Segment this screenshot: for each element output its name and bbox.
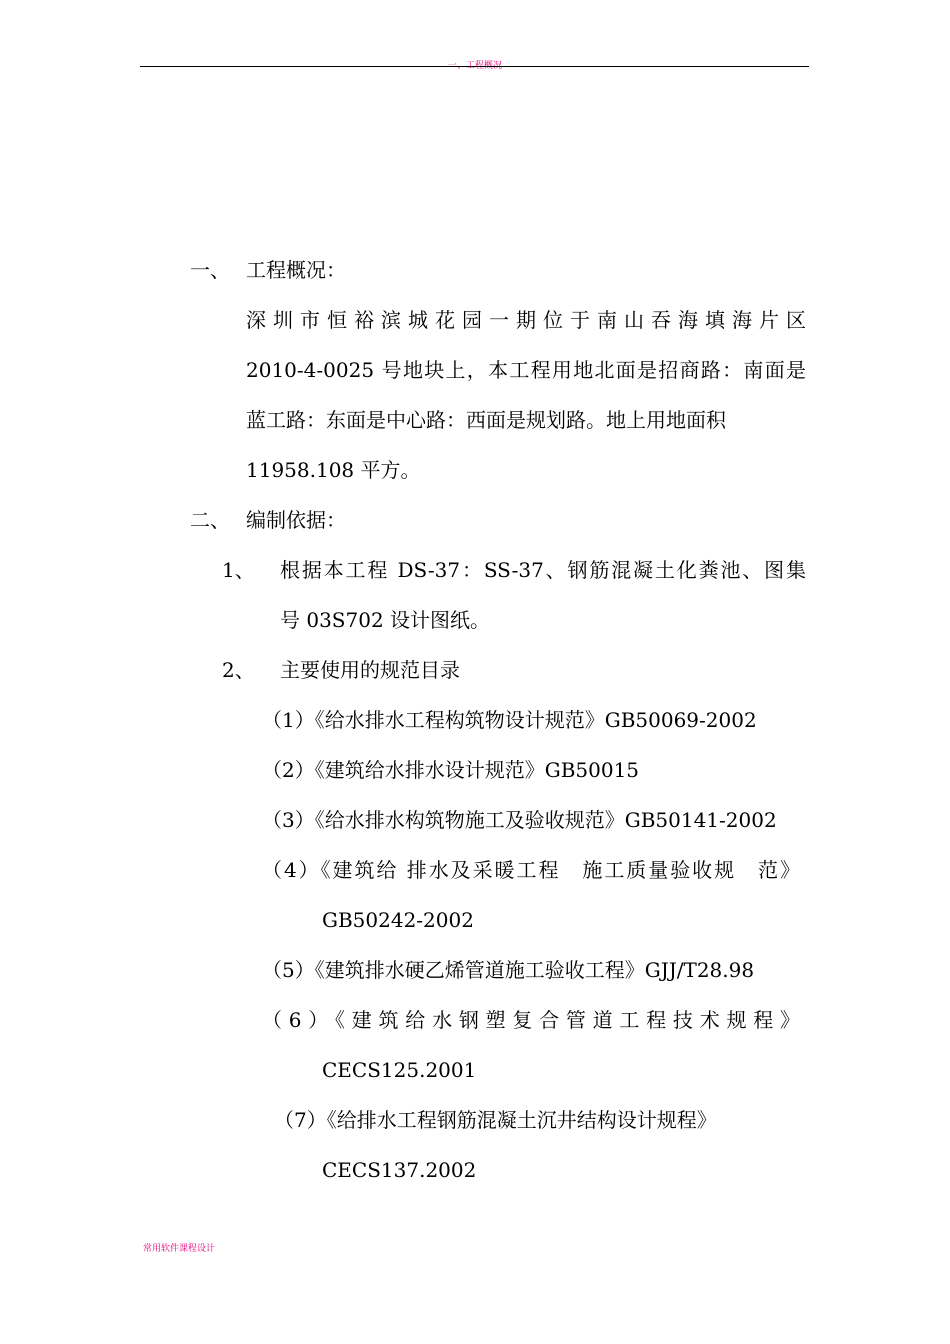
header-rule [140,66,809,67]
spec-line: （6）《建筑给水钢塑复合管道工程技术规程》 [262,1008,800,1032]
page-footer-text: 常用软件课程设计 [143,1244,216,1254]
spec-line: （2）《建筑给水排水设计规范》GB50015 [262,758,640,782]
section-1-title: 工程概况： [246,258,346,282]
section-1-number: 一、 [190,258,230,282]
spec-line: CECS137.2002 [322,1158,477,1182]
page-header-text: 一、工程概况 [447,61,502,71]
spec-line: GB50242-2002 [322,908,474,932]
spec-line: （1）《给水排水工程构筑物设计规范》GB50069-2002 [262,708,757,732]
item-1-line: 号 03S702 设计图纸。 [280,608,491,632]
section-2-title: 编制依据： [246,508,346,532]
section-1-paragraph-line: 蓝工路：东面是中心路：西面是规划路。地上用地面积 [246,408,726,432]
spec-line: （5）《建筑排水硬乙烯管道施工验收工程》GJJ/T28.98 [262,958,755,982]
item-2-title: 主要使用的规范目录 [280,658,460,682]
spec-line: CECS125.2001 [322,1058,477,1082]
spec-line: （4）《建筑给 排水及采暖工程 施工质量验收规 范》 [262,858,800,882]
item-2-number: 2、 [222,658,255,682]
section-1-paragraph-line: 2010-4-0025 号地块上，本工程用地北面是招商路：南面是 [246,358,806,382]
spec-line: （3）《给水排水构筑物施工及验收规范》GB50141-2002 [262,808,777,832]
section-2-number: 二、 [190,508,230,532]
section-1-paragraph-line: 深圳市恒裕滨城花园一期位于南山吞海填海片区 [246,308,806,332]
section-1-paragraph-line: 11958.108 平方。 [246,458,421,482]
spec-line: （7）《给排水工程钢筋混凝土沉井结构设计规程》 [274,1108,717,1132]
item-1-number: 1、 [222,558,255,582]
item-1-line: 根据本工程 DS-37：SS-37、钢筋混凝土化粪池、图集 [280,558,806,582]
